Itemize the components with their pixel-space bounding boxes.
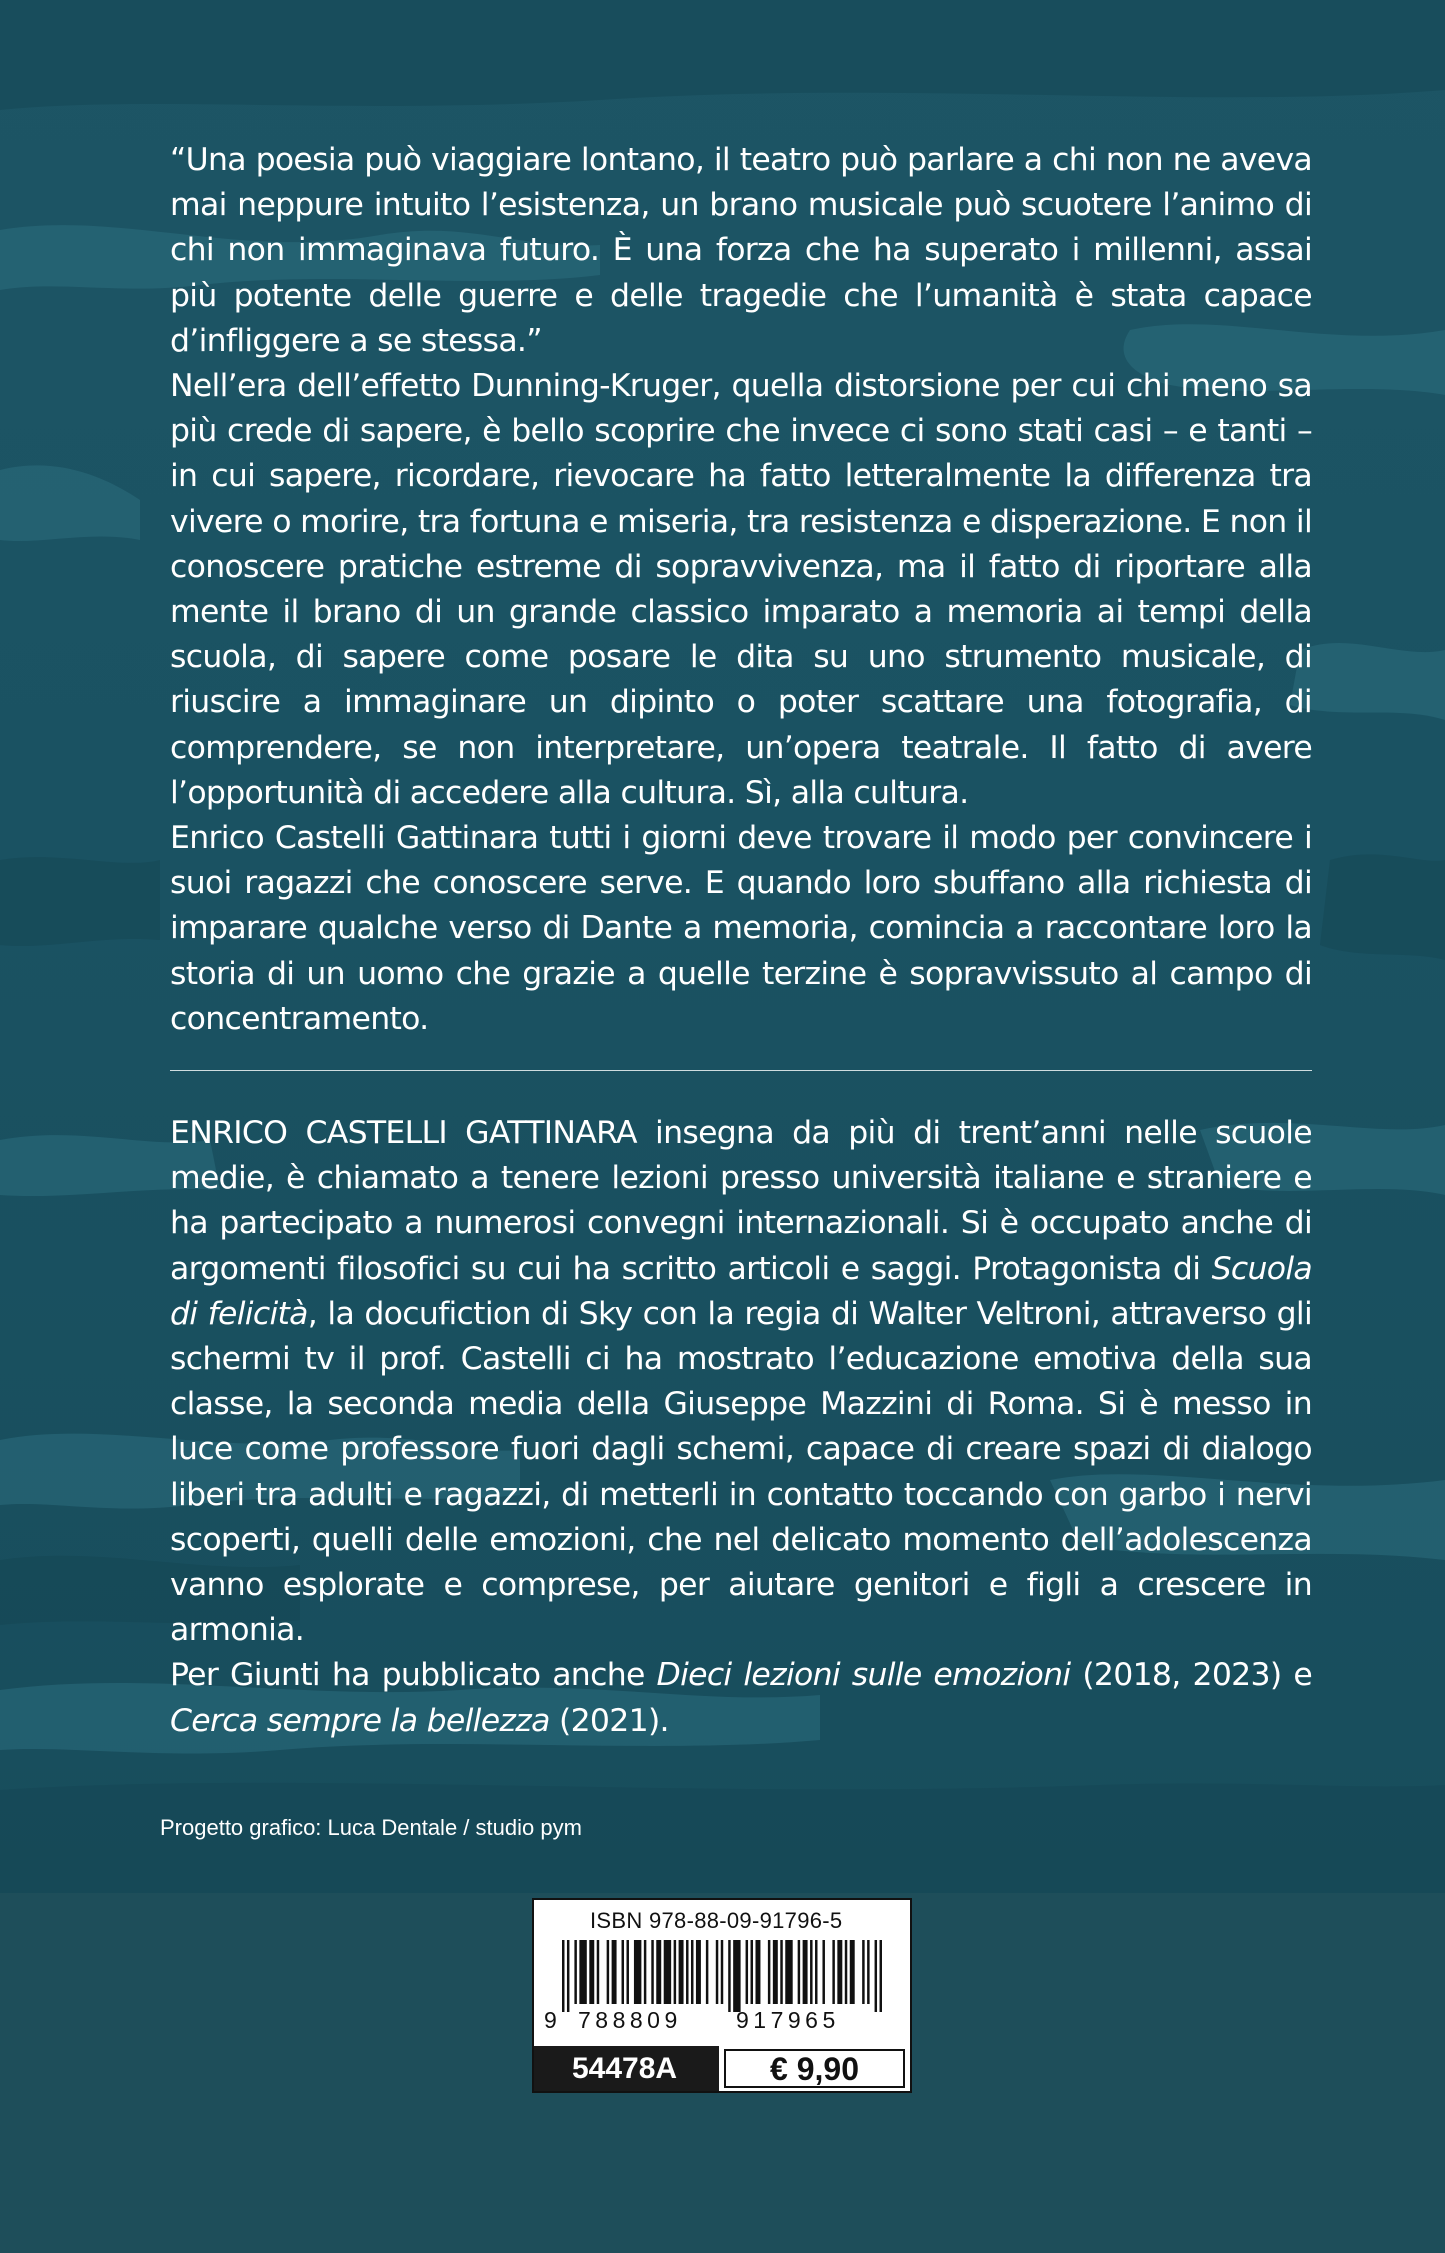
barcode-bar (837, 1940, 842, 2004)
barcode-bar (768, 1940, 770, 2004)
barcode-bar (622, 1940, 624, 2004)
price-row (534, 2046, 910, 2091)
barcode-bar (656, 1940, 661, 2004)
barcode-bar (803, 1940, 808, 2004)
blurb-paragraph: Nell’era dell’effetto Dunning-Kruger, quella distorsione per cui chi meno sa più crede di sapere, è bello scoprire che invece ci sono stati casi – e tanti – in cui sapere, ricordare, rievocare ha fatto letteralmente la differenza tra vivere o morire, tra fortuna e miseria, tra resistenza e disperazione. E non il conoscere pratiche estreme di sopravvivenza, ma il fatto di riportare alla mente il brano di un grande classico imparato a memoria ai tempi della scuola, di sapere come posare le dita su uno strumento musicale, di riuscire a immaginare un dipinto o poter scattare una fotografia, di comprendere, se non interpretare, un’opera teatrale. Il fatto di avere l’opportunità di accedere alla cultura. Sì, alla cultura. (170, 368, 1312, 811)
bio-text: Per Giunti ha pubblicato anche (170, 1657, 657, 1694)
barcode-bar (850, 1940, 855, 2004)
barcode-bar (721, 1940, 723, 2004)
blurb-text (170, 138, 1312, 1042)
product-code: 54478A (534, 2046, 719, 2091)
book-title: Cerca sempre la bellezza (170, 1702, 550, 1739)
barcode-bar (674, 1940, 676, 2004)
barcode-digits-left: 788809 (578, 2007, 682, 2033)
barcode-bar (755, 1940, 760, 2004)
barcode-bar (597, 1940, 599, 2004)
barcode-bar (815, 1940, 817, 2004)
barcode-bar (607, 1940, 609, 2004)
barcode-bar (746, 1940, 748, 2004)
author-bio-paragraph (170, 1111, 1312, 1653)
barcode-bar (579, 1940, 586, 2004)
blurb-quote: “Una poesia può viaggiare lontano, il teatro può parlare a chi non ne aveva mai neppure intuito l’esistenza, un brano musicale può scuotere l’animo di chi non immaginava futuro. È una forza che ha superato i millenni, assai più potente delle guerre e delle tragedie che l’umanità è stata capace d’infliggere a se stessa.” (170, 142, 1312, 359)
barcode-bar (773, 1940, 778, 2004)
barcode-bar (696, 1940, 701, 2004)
barcode-bar (867, 1940, 869, 2004)
barcode-bar (589, 1940, 594, 2004)
author-books-paragraph (170, 1653, 1312, 1743)
barcode-bar (706, 1940, 708, 2004)
barcode-bar (862, 1940, 864, 2004)
author-bio (170, 1111, 1312, 1744)
barcode-bar (627, 1940, 629, 2004)
barcode-bar (644, 1940, 646, 2004)
barcode-bar (567, 1940, 569, 2012)
barcode-bar (780, 1940, 782, 2004)
barcode-bar (691, 1940, 693, 2004)
barcode-bar (751, 1940, 753, 2004)
barcode-bar (651, 1940, 653, 2004)
design-credit: Progetto grafico: Luca Dentale / studio pym (160, 1815, 582, 1840)
barcode-bar (798, 1940, 800, 2004)
barcode-bar (875, 1940, 877, 2012)
barcode-bar (785, 1940, 792, 2004)
bio-title: Scuola di felicità (170, 1250, 1312, 1332)
bio-text: (2021). (549, 1702, 669, 1739)
book-title: Dieci lezioni sulle emozioni (656, 1657, 1071, 1694)
barcode-bar (845, 1940, 847, 2004)
barcode-label (532, 1898, 912, 2093)
barcode-digits-right: 917965 (736, 2007, 840, 2033)
barcode-bar (679, 1940, 684, 2004)
price-tag: € 9,90 (724, 2049, 905, 2088)
bio-text: ENRICO CASTELLI GATTINARA insegna da più di trent’anni nelle scuole medie, è chiamato a tenere lezioni presso università italiane e straniere e ha partecipato a numerosi convegni internazionali. Si è occupato anche di argomenti filosofici su cui ha scritto articoli e saggi. Protagonista di (170, 1115, 1312, 1287)
barcode-bar (728, 1940, 730, 2012)
barcode-bars (562, 1940, 882, 2012)
barcode-bar (733, 1940, 740, 2012)
barcode-bar (810, 1940, 812, 2004)
barcode-bar (664, 1940, 671, 2004)
bio-text: (2018, 2023) e (1070, 1657, 1312, 1694)
barcode-bar (574, 1940, 576, 2004)
barcode-bar (880, 1940, 882, 2012)
barcode-bar (686, 1940, 688, 2004)
barcode-bar (612, 1940, 617, 2004)
barcode-bar (716, 1940, 718, 2004)
barcode-bar (562, 1940, 564, 2012)
barcode-digit-lead: 9 (544, 2007, 557, 2033)
barcode-bar (634, 1940, 641, 2004)
divider-line (170, 1070, 1312, 1071)
barcode-bar (822, 1940, 824, 2004)
barcode-bar (832, 1940, 834, 2004)
bio-text: , la docufiction di Sky con la regia di Walter Veltroni, attraverso gli schermi tv il prof. Castelli ci ha mostrato l’educazione emotiva della sua classe, la seconda media della Giuseppe Mazzini di Roma. Si è messo in luce come professore fuori dagli schemi, capace di creare spazi di dialogo liberi tra adulti e ragazzi, di metterli in contatto toccando con garbo i nervi scoperti, quelli delle emozioni, che nel delicato momento dell’adolescenza vanno esplorate e comprese, per aiutare genitori e figli a crescere in armonia. (170, 1295, 1312, 1649)
isbn-label: ISBN 978-88-09-91796-5 (590, 1908, 843, 1933)
blurb-paragraph: Enrico Castelli Gattinara tutti i giorni deve trovare il modo per convincere i suoi ragazzi che conoscere serve. E quando loro sbuffano alla richiesta di imparare qualche verso di Dante a memoria, comincia a raccontare loro la storia di un uomo che grazie a quelle terzine è sopravvissuto al campo di concentramento. (170, 820, 1312, 1037)
